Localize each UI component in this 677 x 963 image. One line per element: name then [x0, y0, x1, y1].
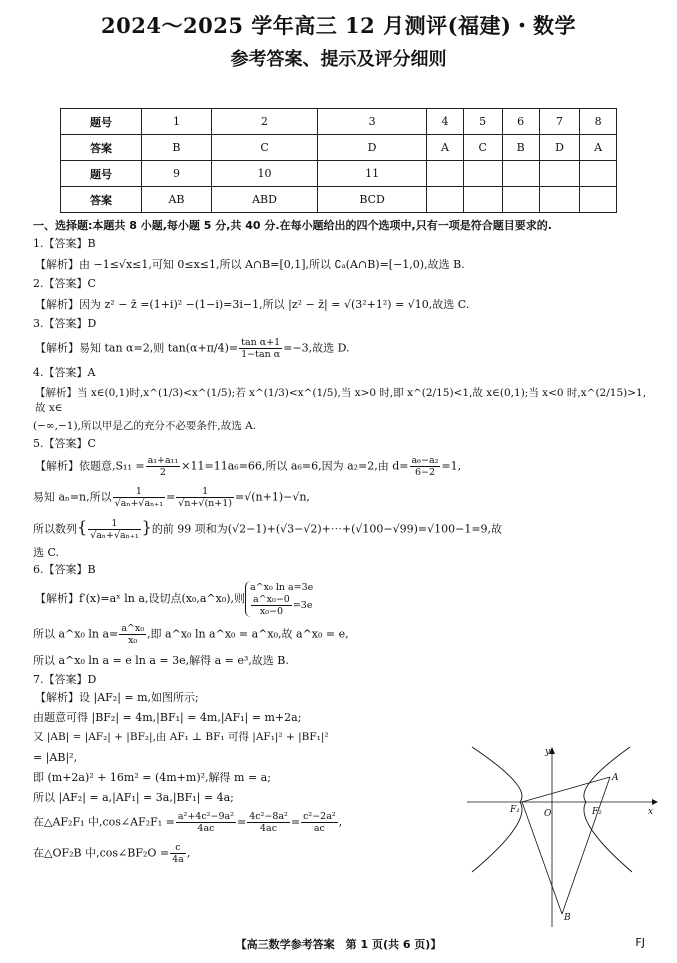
fraction: $\frac{\text{a\textasciicircum{}x₀}}{\text{x₀}}$: [121, 623, 145, 646]
analysis-q5-line1: 【解析】依题意,S₁₁ = $\frac{\text{a₁+a₁₁}}{2}$ ×11=11a₆=66,所以 a₆=6,因为 a₂=2,由 d= $\frac{\text{a₆−a₂}}{6-2}$ =1,: [35, 455, 462, 478]
page-subtitle: 参考答案、提示及评分细则: [230, 49, 447, 70]
table-cell: [463, 187, 502, 213]
label-f2: F₂: [592, 807, 602, 817]
table-cell: B: [142, 135, 212, 161]
label-b: B: [564, 913, 571, 923]
analysis-q6-line3: 所以 a^x₀ ln a = e ln a = 3e,解得 a = e³,故选 B.: [33, 654, 289, 667]
fraction: $\frac{1}{√n+√(n+1)}$: [178, 486, 233, 509]
answer-table: [60, 108, 617, 213]
analysis-q7-line1: 【解析】设 |AF₂| = m,如图所示;: [35, 691, 199, 704]
table-cell: 3: [318, 109, 427, 135]
analysis-q3: 【解析】易知 tan α=2,则 tan(α+π/4)= $\frac{\text{tan α+1}}{\text{1−tan α}}$ =−3,故选 D.: [35, 337, 350, 360]
table-cell: [539, 161, 579, 187]
section-heading: 一、选择题:本题共 8 小题,每小题 5 分,共 40 分.在每小题给出的四个选项中,只有一项是符合题目要求的.: [33, 219, 552, 232]
table-cell: D: [539, 135, 579, 161]
table-cell: C: [463, 135, 502, 161]
analysis-q7-line8: 在△OF₂B 中,cos∠BF₂O = $\frac{c}{4a}$ ,: [33, 842, 191, 865]
fraction: $\frac{\text{c²−2a²}}{ac}$: [303, 811, 336, 834]
analysis-q5-line2: 易知 aₙ=n,所以 $\frac{1}{\text{√aₙ+√aₙ₊₁}}$ = $\frac{1}{√n+√(n+1)}$ =√(n+1)−√n,: [33, 486, 310, 509]
analysis-q6-line2: 所以 a^x₀ ln a= $\frac{\text{a\textasciicircum{}x₀}}{\text{x₀}}$ ,即 a^x₀ ln a^x₀ = a^x₀,故 a^x₀ = e,: [33, 623, 349, 646]
analysis-q4: 【解析】当 x∈(0,1)时,x^(1/3)<x^(1/5);若 x^(1/3)<x^(1/5),当 x>0 时,即 x^(2/15)<1,故 x∈(0,1);当 x<0 时,x^(2/15)>1,故 x∈: [35, 387, 647, 414]
analysis-q2: 【解析】因为 z² − z̄ =(1+i)² −(1−i)=3i−1,所以 |z² − z̄| = √(3²+1²) = √10,故选 C.: [35, 298, 470, 311]
table-row: [61, 109, 617, 135]
table-cell: [580, 187, 617, 213]
table-cell: A: [427, 135, 464, 161]
table-cell: 1: [142, 109, 212, 135]
analysis-q7-line2: 由题意可得 |BF₂| = 4m,|BF₁| = 4m,|AF₁| = m+2a;: [33, 711, 302, 724]
fraction: $\frac{\text{tan α+1}}{\text{1−tan α}}$: [241, 337, 281, 360]
fraction: $\frac{\text{a\textasciicircum{}x₀−0}}{\text{x₀−0}}$: [253, 594, 290, 617]
table-cell: BCD: [318, 187, 427, 213]
fraction: $\frac{c}{4a}$: [172, 842, 184, 865]
analysis-q4-cont: (−∞,−1),所以甲是乙的充分不必要条件,故选 A.: [33, 420, 256, 432]
table-cell: 6: [502, 109, 539, 135]
table-cell: D: [318, 135, 427, 161]
analysis-q1: 【解析】由 −1≤√x≤1,可知 0≤x≤1,所以 A∩B=[0,1],所以 ∁ₐ(A∩B)=[−1,0),故选 B.: [35, 258, 465, 271]
table-header-cell: 答案: [61, 187, 142, 213]
table-header-cell: 题号: [61, 161, 142, 187]
answer-line-q4: 4.【答案】A: [33, 366, 96, 379]
table-cell: 4: [427, 109, 464, 135]
analysis-q6-line1: 【解析】f′(x)=aˣ ln a,设切点(x₀,a^x₀),则 a^x₀ ln a=3e $\frac{\text{a\textasciicircum{}x₀−0}}{\text{x₀−0}}$ =3e: [35, 582, 314, 617]
answer-line-q6: 6.【答案】B: [33, 563, 96, 576]
equation-system: a^x₀ ln a=3e $\frac{\text{a\textasciicircum{}x₀−0}}{\text{x₀−0}}$ =3e: [245, 581, 313, 617]
label-origin: O: [544, 809, 552, 819]
table-cell: B: [502, 135, 539, 161]
fraction: $\frac{\text{a²+4c²−9a²}}{4ac}$: [177, 811, 234, 834]
hyperbola-figure: [462, 742, 662, 932]
answer-line-q2: 2.【答案】C: [33, 277, 96, 290]
table-cell: 10: [211, 161, 317, 187]
table-row: [61, 135, 617, 161]
x-axis-arrow-icon: [652, 799, 658, 805]
label-x: x: [648, 807, 654, 817]
table-row: [61, 187, 617, 213]
answer-line-q5: 5.【答案】C: [33, 437, 96, 450]
table-cell: [539, 187, 579, 213]
table-cell: [502, 187, 539, 213]
answer-line-q3: 3.【答案】D: [33, 317, 97, 330]
segment-f1-b: [522, 802, 562, 914]
page-title: 2024～2025 学年高三 12 月测评(福建)・数学: [101, 13, 576, 38]
fraction: $\frac{1}{\text{√aₙ+√aₙ₊₁}}$: [90, 518, 139, 541]
fraction: $\frac{\text{a₆−a₂}}{6-2}$: [411, 455, 439, 478]
table-cell: 9: [142, 161, 212, 187]
analysis-q7-line7: 在△AF₂F₁ 中,cos∠AF₂F₁ = $\frac{\text{a²+4c²−9a²}}{4ac}$ = $\frac{\text{4c²−8a²}}{4ac}$ = $\frac{\text{c²−2a²}}{ac}$ ,: [33, 811, 343, 834]
table-cell: 5: [463, 109, 502, 135]
label-y: y: [545, 747, 551, 757]
fraction: $\frac{\text{4c²−8a²}}{4ac}$: [249, 811, 288, 834]
label-a: A: [612, 773, 619, 783]
segment-a-b: [562, 777, 610, 914]
answer-line-q7: 7.【答案】D: [33, 673, 97, 686]
analysis-q7-line4: = |AB|²,: [33, 751, 78, 764]
table-header-cell: 题号: [61, 109, 142, 135]
page-footer: 【高三数学参考答案 第 1 页(共 6 页)】: [235, 938, 442, 951]
footer-code: FJ: [635, 936, 645, 949]
table-cell: [427, 187, 464, 213]
table-cell: 2: [211, 109, 317, 135]
table-cell: [580, 161, 617, 187]
label-f1: F₁: [510, 805, 520, 815]
fraction: $\frac{\text{a₁+a₁₁}}{2}$: [147, 455, 179, 478]
table-cell: C: [211, 135, 317, 161]
table-cell: 8: [580, 109, 617, 135]
table-row: [61, 161, 617, 187]
segment-f1-a: [522, 777, 610, 802]
analysis-q5-line4: 选 C.: [33, 546, 60, 559]
analysis-q7-line3: 又 |AB| = |AF₂| + |BF₂|,由 AF₁ ⊥ BF₁ 可得 |AF₁|² + |BF₁|²: [33, 731, 329, 743]
table-cell: ABD: [211, 187, 317, 213]
table-cell: [427, 161, 464, 187]
fraction: $\frac{1}{\text{√aₙ+√aₙ₊₁}}$: [114, 486, 164, 509]
table-cell: 7: [539, 109, 579, 135]
table-cell: AB: [142, 187, 212, 213]
analysis-q7-line5: 即 (m+2a)² + 16m² = (4m+m)²,解得 m = a;: [33, 771, 271, 784]
table-cell: [502, 161, 539, 187]
table-cell: [463, 161, 502, 187]
table-cell: 11: [318, 161, 427, 187]
table-header-cell: 答案: [61, 135, 142, 161]
answer-line-q1: 1.【答案】B: [33, 237, 96, 250]
table-cell: A: [580, 135, 617, 161]
analysis-q7-line6: 所以 |AF₂| = a,|AF₁| = 3a,|BF₁| = 4a;: [33, 791, 234, 804]
analysis-q5-line3: 所以数列{ $\frac{1}{\text{√aₙ+√aₙ₊₁}}$ }的前 99 项和为(√2−1)+(√3−√2)+⋯+(√100−√99)=√100−1=9,故: [33, 517, 503, 541]
